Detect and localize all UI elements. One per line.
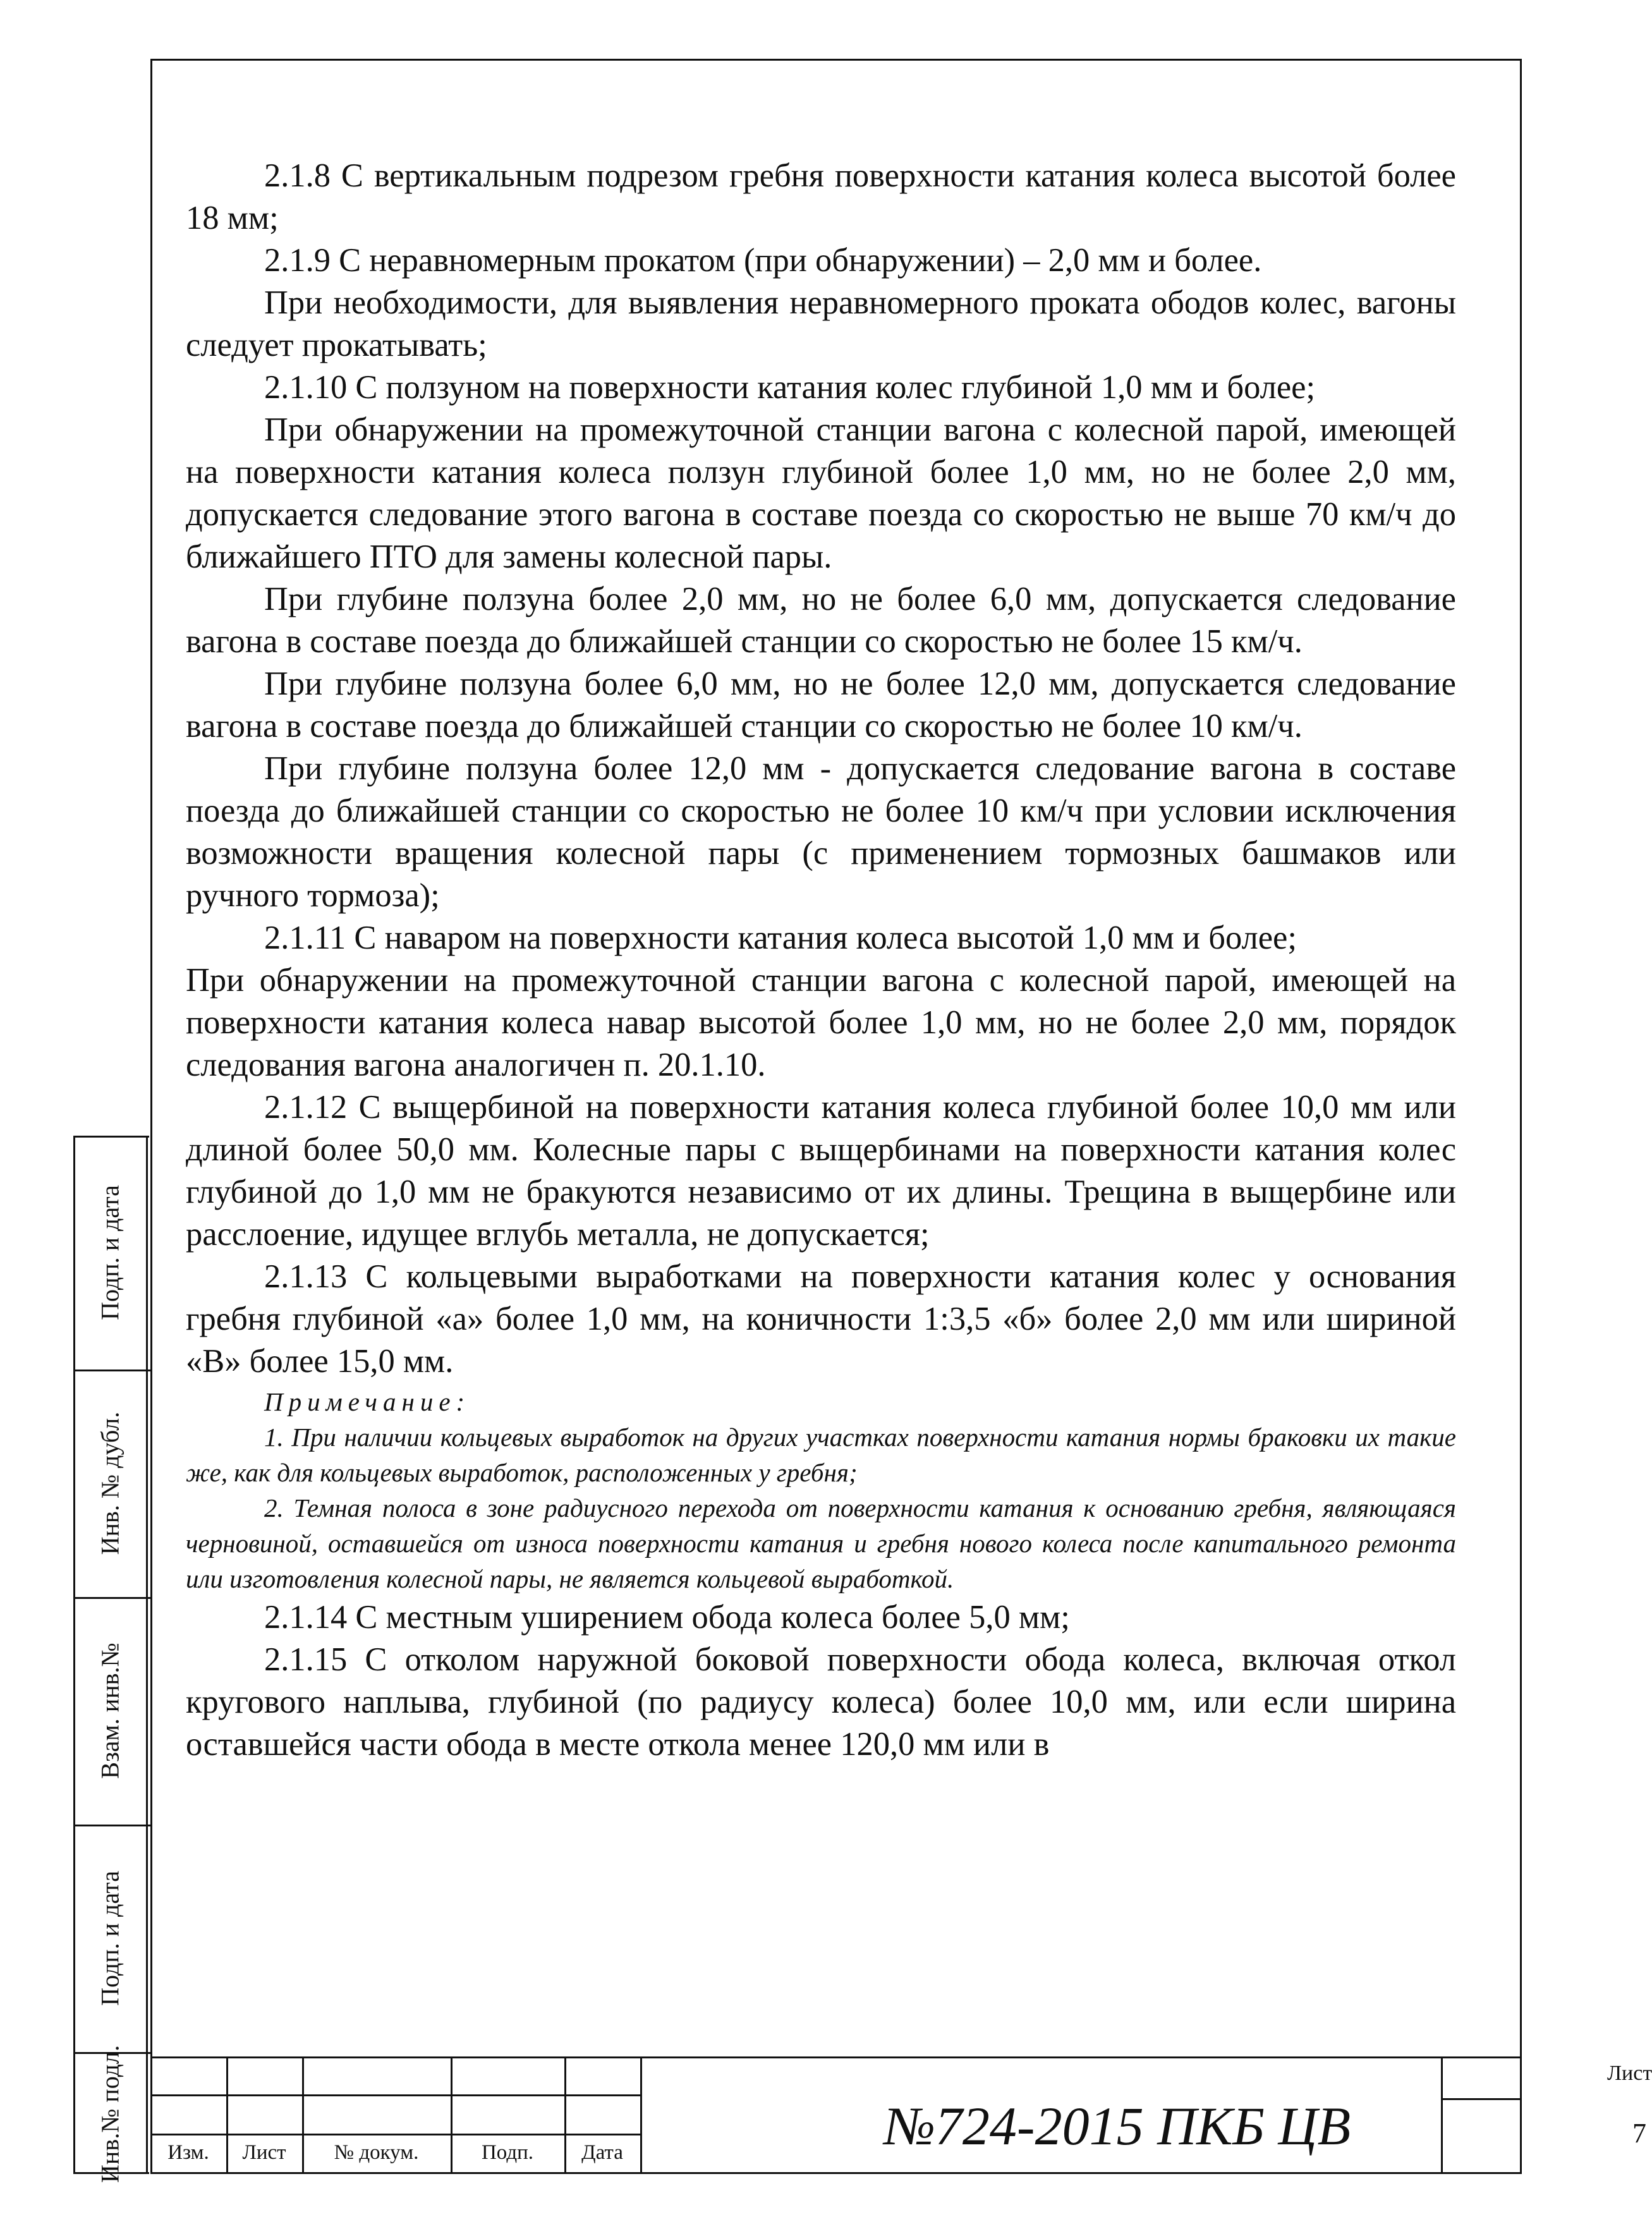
col-list-label: Лист bbox=[242, 2141, 286, 2164]
sheet-number: 7 bbox=[1632, 2118, 1646, 2149]
paragraph-2-1-8: 2.1.8 С вертикальным подрезом гребня поверхности катания колеса высотой более 18 мм; bbox=[186, 157, 1456, 236]
paragraph-2-1-9-note: При необходимости, для выявления неравномерного проката ободов колес, вагоны следует прокатывать; bbox=[186, 284, 1456, 363]
col-podp-label: Подп. bbox=[481, 2141, 534, 2164]
document-body bbox=[186, 155, 1456, 1766]
col-dokum-label: № докум. bbox=[334, 2141, 419, 2164]
title-block-col-line bbox=[1441, 2056, 1443, 2174]
paragraph-2-1-10: 2.1.10 С ползуном на поверхности катания колес глубиной 1,0 мм и более; bbox=[264, 369, 1316, 406]
paragraph-2-1-10-detail-1: При обнаружении на промежуточной станции вагона с колесной парой, имеющей на поверхности катания колеса ползун глубиной более 1,0 мм, но не более 2,0 мм, допускается следование этого вагона в составе поезда со скоростью не выше 70 км/ч до ближайшего ПТО для замены колесной пары. bbox=[186, 411, 1456, 575]
stamp-inv-podl: Инв.№ подл. bbox=[95, 2045, 125, 2183]
paragraph-2-1-13: 2.1.13 С кольцевыми выработками на поверхности катания колес у основания гребня глубиной «а» более 1,0 мм, на коничности 1:3,5 «б» более 2,0 мм или шириной «В» более 15,0 мм. bbox=[186, 1258, 1456, 1380]
stamp-podp-data-bottom: Подп. и дата bbox=[95, 1871, 125, 2006]
paragraph-2-1-10-detail-4: При глубине ползуна более 12,0 мм - допускается следование вагона в составе поезда до ближайшей станции со скоростью не более 10 км/ч при условии исключения возможности вращения колесной пары (с применением тормозных башмаков или ручного тормоза); bbox=[186, 750, 1456, 914]
side-stamp-inner-line bbox=[146, 1136, 148, 2174]
title-block-sheet-line bbox=[1441, 2098, 1522, 2100]
stamp-inv-dubl: Инв. № дубл. bbox=[95, 1411, 125, 1555]
side-stamp-divider bbox=[73, 1825, 150, 1826]
side-stamp-divider bbox=[73, 1370, 150, 1371]
side-stamp-divider bbox=[73, 1597, 150, 1599]
stamp-podp-data-top: Подп. и дата bbox=[95, 1185, 125, 1320]
paragraph-2-1-11: 2.1.11 С наваром на поверхности катания колеса высотой 1,0 мм и более; bbox=[264, 920, 1297, 956]
stamp-vzam-inv: Взам. инв.№ bbox=[95, 1643, 125, 1779]
side-stamp bbox=[73, 1136, 150, 2183]
col-data-label: Дата bbox=[581, 2141, 623, 2164]
note-item-1: 1. При наличии кольцевых выработок на других участках поверхности катания нормы браковки их такие же, как для кольцевых выработок, расположенных у гребня; bbox=[186, 1423, 1456, 1487]
paragraph-2-1-15: 2.1.15 С отколом наружной боковой поверхности обода колеса, включая откол кругового наплыва, глубиной (по радиусу колеса) более 10,0 мм, или если ширина оставшейся части обода в месте откола менее 120,0 мм или в bbox=[186, 1641, 1456, 1763]
paragraph-2-1-10-detail-3: При глубине ползуна более 6,0 мм, но не более 12,0 мм, допускается следование вагона в составе поезда до ближайшей станции со скоростью не более 10 км/ч. bbox=[186, 665, 1456, 744]
paragraph-2-1-14: 2.1.14 С местным уширением обода колеса более 5,0 мм; bbox=[264, 1599, 1070, 1636]
title-block-col-line bbox=[640, 2056, 642, 2174]
title-block bbox=[150, 2056, 1652, 2174]
note-item-2: 2. Темная полоса в зоне радиусного перехода от поверхности катания к основанию гребня, являющаяся черновиной, оставшейся от износа поверхности катания и гребня нового колеса после капитального ремонта или изготовления колесной пары, не является кольцевой выработкой. bbox=[186, 1493, 1456, 1593]
paragraph-2-1-11-detail: При обнаружении на промежуточной станции вагона с колесной парой, имеющей на поверхности катания колеса навар высотой более 1,0 мм, но не более 2,0 мм, порядок следования вагона аналогичен п. 20.1.10. bbox=[186, 962, 1456, 1083]
title-block-row-line bbox=[150, 2094, 640, 2096]
document-number: №724-2015 ПКБ ЦВ bbox=[884, 2096, 1351, 2156]
title-block-top-line bbox=[150, 2056, 1522, 2058]
paragraph-2-1-12: 2.1.12 С выщербиной на поверхности катания колеса глубиной более 10,0 мм или длиной более 50,0 мм. Колесные пары с выщербинами на поверхности катания колес глубиной до 1,0 мм не бракуются независимо от их длины. Трещина в выщербине или расслоение, идущее вглубь металла, не допускается; bbox=[186, 1089, 1456, 1253]
note-heading: Примечание: bbox=[264, 1387, 471, 1416]
sheet-label: Лист bbox=[1607, 2062, 1652, 2085]
col-izm-label: Изм. bbox=[167, 2141, 209, 2164]
paragraph-2-1-9: 2.1.9 С неравномерным прокатом (при обнаружении) – 2,0 мм и более. bbox=[264, 242, 1262, 279]
paragraph-2-1-10-detail-2: При глубине ползуна более 2,0 мм, но не более 6,0 мм, допускается следование вагона в составе поезда до ближайшей станции со скоростью не более 15 км/ч. bbox=[186, 581, 1456, 660]
title-block-row-line bbox=[150, 2134, 640, 2135]
